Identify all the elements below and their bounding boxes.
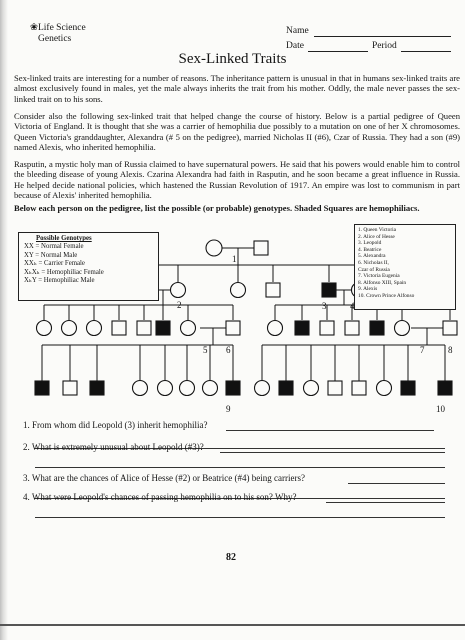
person-gen4-13 (352, 381, 366, 395)
person-gen4-3 (90, 381, 104, 395)
pedigree-label-2: 2 (177, 300, 182, 310)
instructions: Below each person on the pedigree, list the possible (or probable) genotypes. Shaded Squares are hemophiliacs. (14, 203, 420, 213)
pedigree-label-7: 7 (420, 345, 425, 355)
paragraph-rasputin: Rasputin, a mystic holy man of Russia claimed to have supernatural powers. He said that his powers would enable him to control the bleeding disease of young Alexis. Czarina Alexandra had faith in Rasputin, and he soon became a great influence in Russia. He helped decide national policies, which hastened the Russian Revolution of 1917. An empire was lost to communism in part because of Alexis' inherited hemophilia. (14, 159, 460, 201)
person-gen4-5 (158, 381, 173, 396)
person-gen4-7 (203, 381, 218, 396)
answer-line-2[interactable] (220, 452, 445, 453)
name-entry: Czar of Russia (358, 266, 390, 273)
genotype-key-item: XXₕ = Carrier Female (24, 260, 85, 268)
question-2: 2. What is extremely unusual about Leopold (#3)? (23, 442, 204, 452)
person-gen4-1 (35, 381, 49, 395)
person-gen4-15 (401, 381, 415, 395)
person-gen4-10 (279, 381, 293, 395)
person-10-crown-prince-alfonso (438, 381, 452, 395)
date-label: Date (286, 41, 304, 51)
pedigree-label-10: 10 (436, 404, 445, 414)
scan-bottom-edge (0, 624, 465, 626)
person-9-alexis (226, 381, 240, 395)
person-5-alexandra (181, 321, 196, 336)
person-1-queen-victoria (206, 240, 222, 256)
answer-line-4[interactable] (326, 502, 445, 503)
name-entry: 4. Beatrice (358, 246, 382, 253)
person-8-alfonso-xiii (443, 321, 457, 335)
name-entry: 8. Alfonso XIII, Spain (358, 279, 407, 286)
person-3-leopold (322, 283, 336, 297)
name-entry: 7. Victoria Eugenia (358, 273, 400, 280)
genotype-key-item: XX = Normal Female (24, 243, 84, 251)
course-line-1: Life Science (37, 23, 86, 33)
person-6-nicholas-ii (226, 321, 240, 335)
paragraph-victoria: Consider also the following sex-linked trait that helped change the course of history. Below is a partial pedigree of Queen Victoria of England. It is thought that she was a carrier of hemophilia due possibly to a mutation on one of her X chromosomes. Queen Victoria's granddaughter, Alexandra (# 5 on the pedigree), married Nicholas II (#6), Czar of Russia. They had a son (#9) named Alexis, who inherited hemophilia. (14, 111, 460, 153)
answer-line-1[interactable] (226, 430, 434, 431)
person-prince-albert (254, 241, 268, 255)
pedigree-label-3: 3 (322, 301, 327, 311)
person-gen3-13 (370, 321, 384, 335)
pedigree-label-1: 1 (232, 254, 237, 264)
name-entry: 6. Nicholas II, (358, 259, 389, 266)
pedigree-label-6: 6 (226, 345, 231, 355)
name-entry: 5. Alexandra (358, 253, 386, 260)
name-entry: 9. Alexis (358, 286, 378, 293)
person-gen4-14 (377, 381, 392, 396)
pedigree-label-9: 9 (226, 404, 231, 414)
question-3: 3. What are the chances of Alice of Hesse (#2) or Beatrice (#4) being carriers? (23, 473, 305, 483)
name-entry: 3. Leopold (358, 240, 382, 247)
genotype-key-item: XY = Normal Male (24, 251, 78, 259)
page-title: Sex-Linked Traits (178, 51, 287, 67)
pedigree-label-8: 8 (448, 345, 453, 355)
person-2-alice-of-hesse (171, 283, 186, 298)
answer-line-3[interactable] (348, 483, 445, 484)
genotype-key (18, 232, 159, 301)
person-gen3-11 (320, 321, 334, 335)
name-entry: 1. Queen Victoria (358, 227, 397, 233)
person-gen3-4 (112, 321, 126, 335)
course-line-2: Genetics (38, 34, 72, 44)
genotype-key-item: XₕXₕ = Hemophiliac Female (24, 268, 104, 276)
answer-line-4b[interactable] (35, 517, 445, 518)
period-label: Period (372, 41, 397, 51)
answer-line-2b[interactable] (35, 467, 445, 468)
pedigree-names-list (354, 224, 456, 310)
person-gen3-6 (156, 321, 170, 335)
paragraph-intro: Sex-linked traits are interesting for a number of reasons. The inheritance pattern is unusual in that in humans sex-linked traits are almost exclusively found in males, yet the male always inherits the trait from his mother. Oddly, the male never passes the sex-linked trait on to his sons. (14, 73, 460, 104)
person-gen4-2 (63, 381, 77, 395)
person-gen3-10 (295, 321, 309, 335)
person-gen3-3 (87, 321, 102, 336)
person-gen3-1 (37, 321, 52, 336)
person-gen4-12 (328, 381, 342, 395)
person-gen3-12 (345, 321, 359, 335)
genotype-key-title: Possible Genotypes (36, 235, 92, 242)
person-gen4-9 (255, 381, 270, 396)
person-gen4-4 (133, 381, 148, 396)
pedigree-label-5: 5 (203, 345, 208, 355)
name-entry: 10. Crown Prince Alfonso (358, 292, 415, 299)
course-icon: ❀ (30, 23, 38, 33)
person-gen3-9 (268, 321, 283, 336)
pedigree-label-4: 4 (350, 301, 355, 311)
person-gen3-5 (137, 321, 151, 335)
person-gen4-6 (180, 381, 195, 396)
name-entry: 2. Alice of Hesse (358, 233, 395, 240)
person-gen4-11 (304, 381, 319, 396)
question-4: 4. What were Leopold's chances of passing hemophilia on to his son? Why? (23, 492, 297, 502)
person-gen2-4 (231, 283, 246, 298)
person-7-victoria-eugenia (395, 321, 410, 336)
question-1: 1. From whom did Leopold (3) inherit hemophilia? (23, 420, 208, 430)
person-gen2-5 (266, 283, 280, 297)
person-gen3-2 (62, 321, 77, 336)
page-number: 82 (226, 552, 236, 563)
name-label: Name (286, 26, 309, 36)
genotype-key-item: XₕY = Hemophiliac Male (24, 277, 95, 285)
